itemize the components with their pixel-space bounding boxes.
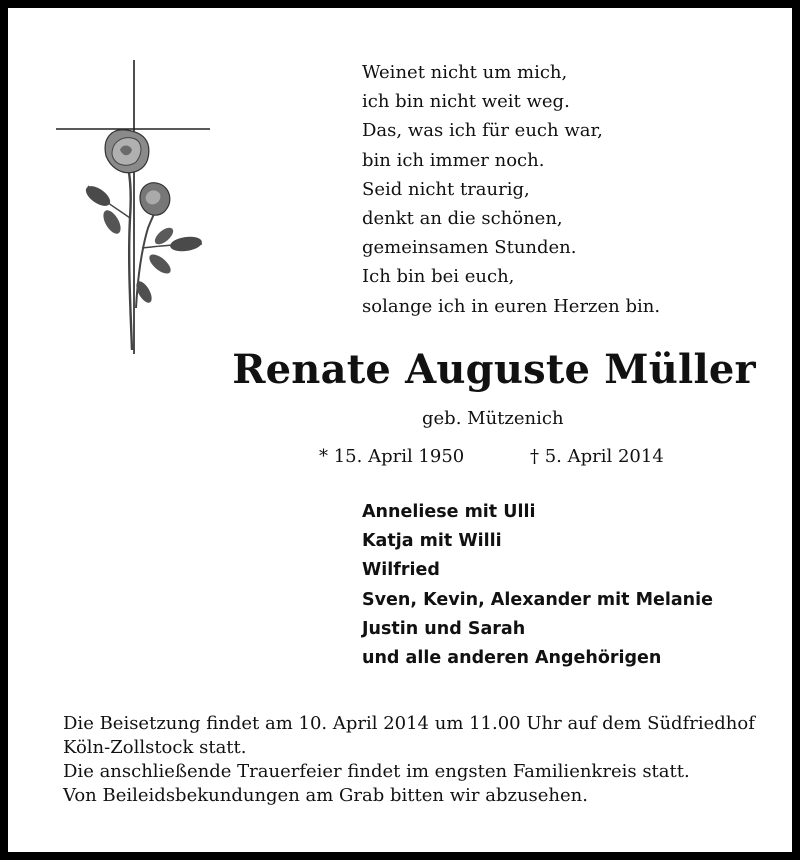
birth-date: * 15. April 1950: [319, 446, 465, 467]
poem-line: solange ich in euren Herzen bin.: [362, 295, 661, 317]
poem-line: Seid nicht traurig,: [362, 178, 530, 200]
cross-with-roses-icon: [56, 58, 212, 356]
mourners-list: [362, 498, 713, 673]
poem-line: denkt an die schönen,: [362, 208, 563, 230]
poem-line: ich bin nicht weit weg.: [362, 91, 570, 113]
maiden-name: geb. Mützenich: [422, 408, 564, 429]
deceased-name: Renate Auguste Müller: [232, 346, 756, 393]
notice-line: Die anschließende Trauerfeier findet im engsten Familienkreis statt.: [63, 761, 690, 782]
notice-line: Von Beileidsbekundungen am Grab bitten wir abzusehen.: [63, 785, 588, 806]
mourner-entry: Katja mit Willi: [362, 531, 502, 552]
poem-line: Ich bin bei euch,: [362, 266, 515, 288]
funeral-notice: [63, 712, 755, 808]
mourner-entry: Anneliese mit Ulli: [362, 502, 536, 522]
mourner-entry: Justin und Sarah: [362, 618, 526, 639]
poem: [362, 58, 660, 321]
poem-line: gemeinsamen Stunden.: [362, 237, 577, 259]
notice-line: Die Beisetzung findet am 10. April 2014 um 11.00 Uhr auf dem Südfriedhof: [63, 713, 755, 734]
death-date: † 5. April 2014: [530, 446, 664, 467]
poem-line: bin ich immer noch.: [362, 149, 545, 171]
mourner-entry: und alle anderen Angehörigen: [362, 648, 662, 669]
poem-line: Weinet nicht um mich,: [362, 62, 568, 83]
notice-line: Köln-Zollstock statt.: [63, 737, 247, 758]
mourner-entry: Sven, Kevin, Alexander mit Melanie: [362, 589, 713, 610]
poem-line: Das, was ich für euch war,: [362, 120, 603, 142]
mourner-entry: Wilfried: [362, 560, 440, 581]
